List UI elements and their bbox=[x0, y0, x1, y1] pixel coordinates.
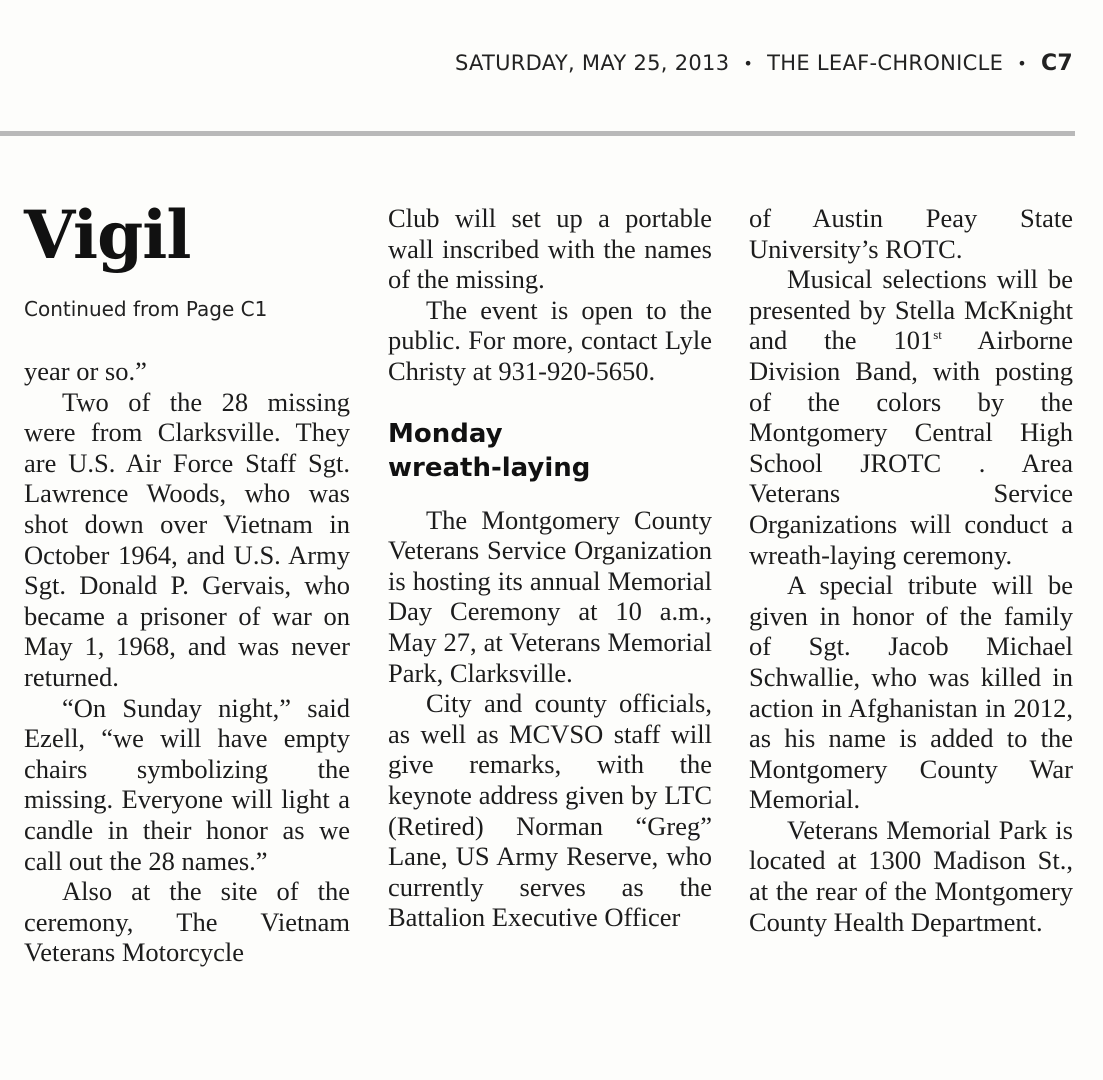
page-number: C7 bbox=[1040, 51, 1073, 76]
article-column-3 bbox=[749, 203, 1073, 937]
header-rule bbox=[0, 131, 1075, 136]
superscript: st bbox=[933, 327, 942, 343]
paragraph: City and county officials, as well as MCVSO staff will give remarks, with the keynote address given by LTC (Retired) Norman “Greg” Lane, US Army Reserve, who currently serves as the Battalion Executive Officer bbox=[388, 688, 712, 933]
paragraph: “On Sunday night,” said Ezell, “we will have empty chairs symbolizing the missing. Everyone will light a candle in their honor as we call out the 28 names.” bbox=[24, 692, 350, 876]
paragraph-text: Airborne Division Band, with posting of the colors by the Montgomery Central High School JROTC . Area Veterans Service Organizations will conduct a wreath-laying ceremony. bbox=[749, 325, 1074, 570]
paragraph: A special tribute will be given in honor of the family of Sgt. Jacob Michael Schwallie, who was killed in action in Afghanistan in 2012, as his name is added to the Montgomery County War Memorial. bbox=[749, 570, 1073, 815]
paragraph: The event is open to the public. For more, contact Lyle Christy at 931-920-5650. bbox=[388, 294, 712, 386]
paragraph-text: Musical selections will be presented by Stella McKnight and the 101 bbox=[749, 264, 1073, 356]
article-headline: Vigil bbox=[24, 196, 191, 274]
paragraph: Two of the 28 missing were from Clarksville. They are U.S. Air Force Staff Sgt. Lawrence Woods, who was shot down over Vietnam in October 1964, and U.S. Army Sgt. Donald P. Gervais, who became a prisoner of war on May 1, 1968, and was never returned. bbox=[24, 386, 350, 692]
paragraph bbox=[749, 264, 1073, 570]
paragraph: Veterans Memorial Park is located at 1300 Madison St., at the rear of the Montgomery County Health Department. bbox=[749, 814, 1073, 937]
paragraph: Also at the site of the ceremony, The Vietnam Veterans Motorcycle bbox=[24, 876, 350, 968]
paragraph: year or so.” bbox=[24, 356, 147, 386]
article-column-2 bbox=[388, 203, 712, 933]
header-publication: THE LEAF-CHRONICLE bbox=[767, 51, 1004, 75]
article-column-1 bbox=[24, 356, 350, 968]
continued-from-note: Continued from Page C1 bbox=[24, 297, 268, 321]
section-subhead bbox=[388, 417, 712, 485]
header-separator: • bbox=[743, 54, 754, 73]
header-date: SATURDAY, MAY 25, 2013 bbox=[454, 51, 730, 75]
header-separator: • bbox=[1017, 54, 1027, 73]
paragraph: The Montgomery County Veterans Service Organization is hosting its annual Memorial Day Ceremony at 10 a.m., May 27, at Veterans Memorial Park, Clarksville. bbox=[388, 504, 712, 688]
subhead-line: wreath-laying bbox=[388, 452, 591, 483]
page-header bbox=[455, 46, 1073, 81]
paragraph: Club will set up a portable wall inscribed with the names of the missing. bbox=[388, 203, 712, 295]
paragraph: of Austin Peay State University’s ROTC. bbox=[749, 203, 1073, 264]
subhead-line: Monday bbox=[388, 418, 503, 449]
